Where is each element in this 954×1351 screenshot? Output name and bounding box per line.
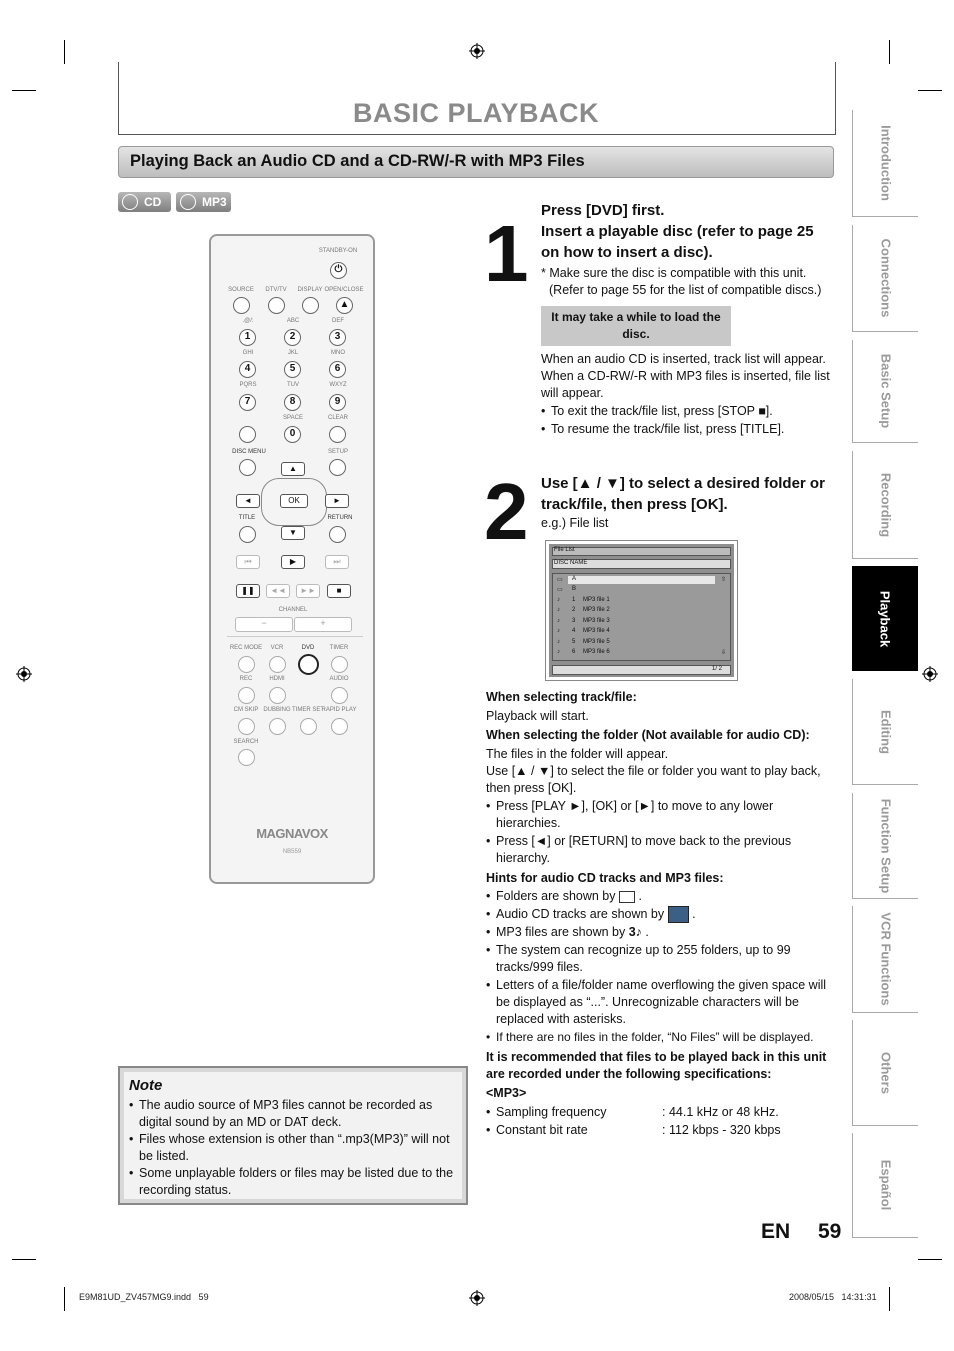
- cd-badge: CD: [118, 192, 171, 212]
- step-2-number: 2: [484, 467, 529, 556]
- step-2: [541, 473, 833, 532]
- pause-icon: ❚❚: [236, 584, 260, 598]
- registration-mark-icon: [922, 666, 938, 682]
- step-1-heading-1: Press [DVD] first.: [541, 202, 665, 219]
- timer-set-button: [300, 718, 317, 735]
- note-item: • The audio source of MP3 files cannot be recorded as digital sound by an MD or DAT deck.: [129, 1097, 461, 1130]
- tab-recording[interactable]: Recording: [852, 451, 918, 559]
- crop-mark: [12, 90, 36, 91]
- mp3-icon: ♪: [557, 639, 560, 645]
- file-list-row-num: 4: [572, 628, 576, 634]
- rapid-play-button: [331, 718, 348, 735]
- file-list-row[interactable]: MP3 file 3: [583, 618, 610, 624]
- mp3-icon: ♪: [557, 628, 560, 634]
- file-list-row[interactable]: A: [572, 576, 577, 582]
- note-item: • Some unplayable folders or files may be listed due to the recording status.: [129, 1165, 461, 1198]
- step-1-heading-2: Insert a playable disc (refer to page 25 on how to insert a disc).: [541, 223, 814, 261]
- play-icon: ▶: [281, 555, 305, 569]
- num-4-button: 4: [239, 361, 256, 378]
- cd-track-icon: [668, 906, 689, 923]
- section-title: Playing Back an Audio CD and a CD-RW/-R with MP3 Files: [130, 152, 585, 170]
- file-list-screen: [545, 540, 738, 681]
- page-indicator: 1/ 2: [712, 666, 723, 672]
- tab-vcr-functions[interactable]: VCR Functions: [852, 906, 918, 1013]
- step-1-note-1: * Make sure the disc is compatible with this unit.: [541, 266, 807, 280]
- loading-notice: It may take a while to load the disc.: [541, 306, 731, 346]
- file-list-row-num: 1: [572, 597, 576, 603]
- timer-button: [331, 656, 348, 673]
- source-button: [233, 297, 250, 314]
- ok-button: OK: [280, 494, 308, 508]
- step-1: [541, 200, 831, 299]
- left-arrow-icon: ◄: [236, 494, 260, 508]
- crop-mark: [12, 1259, 36, 1260]
- registration-mark-icon: [16, 666, 32, 682]
- return-button: [329, 526, 346, 543]
- file-info: E9M81UD_ZV457MG9.indd 59: [79, 1292, 209, 1302]
- file-list-row[interactable]: MP3 file 2: [583, 607, 610, 613]
- clear-button: [329, 426, 346, 443]
- scroll-up-icon: ⇧: [721, 577, 727, 583]
- vcr-button: [269, 656, 286, 673]
- crop-mark: [918, 1259, 942, 1260]
- registration-mark-icon: [469, 43, 485, 59]
- file-list-row-num: 2: [572, 607, 576, 613]
- tab-editing[interactable]: Editing: [852, 679, 918, 785]
- note-item: • Files whose extension is other than “.mp3(MP3)” will not be listed.: [129, 1131, 461, 1164]
- details: When selecting track/file: Playback will start. When selecting the folder (Not available for audio CD): The files in the folder will appear. Use [▲ / ▼] to select the file or folder you want to play back, then press [OK]. • Press [PLAY ►], [OK] or [►] to move to any lower hierarchies. • Press [◄] or [RETURN] to move back to the previous hierarchy. Hints for audio CD tracks and MP3 files: • Folders are shown by . • Audio CD tracks are shown by . • MP3 files are shown by 3♪ . • The system can recognize up to 255 folders, up to 99 tracks/999 files. • Letters of a file/folder name overflowing the given space will be displayed as “...”. Unrecognizable characters will be replaced with asterisks. • If there are no files in the folder, “No Files” will be displayed. It is recommended that files to be played back in this unit are recorded under the following specifications: <MP3> • Sampling frequency : 44.1 kHz or 48 kHz. • Constant bit rate : 112 kbps - 320 kbps: [486, 689, 838, 1140]
- divider: [227, 636, 363, 637]
- file-list-row[interactable]: B: [572, 586, 577, 592]
- remote-control: STANDBY-ON ⏻ SOURCE DTV/TV DISPLAY OPEN/CLOSE ▲ .@/: ABC DEF 1 2 3 GHI JKL MNO 4 5 6 PQRS TUV WXYZ 7 8 9 SPACE CLEAR 0 DISC MENU SETUP ▲ ◄ OK ► ▼ TITLE RETURN ⏮ ▶ ⏭ ❚❚ ◄◄ ►► ■ CHANNEL − + REC MODE VCR DVD TIMER REC HDMI AUDIO CM SKIP DUBBING TIMER SET RAPID PLAY SEARCH MAGNAVOX NB559: [209, 234, 375, 884]
- num-0-button: 0: [284, 426, 301, 443]
- tab-introduction[interactable]: Introduction: [852, 110, 918, 217]
- dtv-tv-button: [268, 297, 285, 314]
- spec-row: • Sampling frequency : 44.1 kHz or 48 kHz.: [486, 1104, 838, 1122]
- open-close-button: ▲: [336, 297, 353, 314]
- num-8-button: 8: [284, 394, 301, 411]
- model-number: NB559: [282, 849, 302, 855]
- dvd-button: [298, 654, 319, 675]
- mp3-icon: ♪: [557, 618, 560, 624]
- step-2-example: e.g.) File list: [541, 516, 609, 530]
- note-box: [118, 1066, 468, 1205]
- rewind-icon: ◄◄: [266, 584, 290, 598]
- tab-playback[interactable]: Playback: [852, 566, 918, 671]
- tab-others[interactable]: Others: [852, 1020, 918, 1126]
- disc-icon: [180, 194, 196, 210]
- page-number: 59: [818, 1220, 842, 1243]
- right-arrow-icon: ►: [325, 494, 349, 508]
- hdmi-button: [269, 687, 286, 704]
- num-9-button: 9: [329, 394, 346, 411]
- disc-name: DISC NAME: [554, 560, 588, 566]
- disc-menu-button: [239, 459, 256, 476]
- power-button: ⏻: [330, 262, 347, 279]
- tab-function-setup[interactable]: Function Setup: [852, 793, 918, 899]
- stop-icon: ■: [327, 584, 351, 598]
- num-1-button: 1: [239, 329, 256, 346]
- crop-mark: [64, 40, 65, 64]
- selected-row-highlight: [568, 576, 715, 584]
- display-button: [302, 297, 319, 314]
- spec-row: • Constant bit rate : 112 kbps - 320 kbps: [486, 1122, 838, 1140]
- tab-espanol[interactable]: Español: [852, 1133, 918, 1238]
- num-6-button: 6: [329, 361, 346, 378]
- folder-icon: ▭: [557, 587, 563, 593]
- tab-basic-setup[interactable]: Basic Setup: [852, 340, 918, 443]
- file-list-row[interactable]: MP3 file 5: [583, 639, 610, 645]
- skip-forward-icon: ⏭: [325, 555, 349, 569]
- setup-button: [329, 459, 346, 476]
- num-5-button: 5: [284, 361, 301, 378]
- file-list-row-num: 5: [572, 639, 576, 645]
- file-list-row[interactable]: MP3 file 4: [583, 628, 610, 634]
- file-list-row[interactable]: MP3 file 1: [583, 597, 610, 603]
- dubbing-button: [269, 718, 286, 735]
- print-date: 2008/05/15 14:31:31: [789, 1292, 877, 1302]
- cm-skip-button: [238, 718, 255, 735]
- title-button: [239, 526, 256, 543]
- scroll-down-icon: ⇩: [721, 650, 727, 656]
- folder-icon: ▭: [557, 577, 563, 583]
- note-title: Note: [129, 1077, 163, 1094]
- audio-button: [331, 687, 348, 704]
- file-list-row-num: 3: [572, 618, 576, 624]
- crop-mark: [64, 1287, 65, 1311]
- tab-connections[interactable]: Connections: [852, 225, 918, 332]
- step-2-heading: Use [▲ / ▼] to select a desired folder or track/file, then press [OK].: [541, 475, 825, 513]
- language-label: EN: [761, 1220, 791, 1243]
- channel-up-button: +: [294, 617, 352, 632]
- down-arrow-icon: ▼: [281, 526, 305, 540]
- dot-button: [239, 426, 256, 443]
- crop-mark: [889, 1287, 890, 1311]
- crop-mark: [889, 40, 890, 64]
- search-button: [238, 749, 255, 766]
- num-2-button: 2: [284, 329, 301, 346]
- crop-mark: [918, 90, 942, 91]
- channel-down-button: −: [235, 617, 293, 632]
- num-3-button: 3: [329, 329, 346, 346]
- skip-back-icon: ⏮: [236, 555, 260, 569]
- mp3-icon: ♪: [557, 607, 560, 613]
- step-1-details: When an audio CD is inserted, track list will appear. When a CD-RW/-R with MP3 files is inserted, file list will appear. • To exit the track/file list, press [STOP ■]. • To resume the track/file list, press [TITLE].: [541, 351, 833, 438]
- file-list-row[interactable]: MP3 file 6: [583, 649, 610, 655]
- mp3-icon: ♪: [557, 597, 560, 603]
- disc-icon: [122, 194, 138, 210]
- folder-icon: [619, 891, 635, 903]
- brand-logo: MAGNAVOX: [256, 826, 328, 841]
- rec-button: [238, 687, 255, 704]
- step-1-note-2: (Refer to page 55 for the list of compatible discs.): [549, 283, 822, 297]
- file-list-title: File List: [554, 547, 575, 553]
- file-list-row-num: 6: [572, 649, 576, 655]
- step-1-number: 1: [484, 209, 529, 298]
- up-arrow-icon: ▲: [281, 462, 305, 476]
- rec-mode-button: [238, 656, 255, 673]
- page-title: BASIC PLAYBACK: [352, 98, 600, 128]
- fast-forward-icon: ►►: [296, 584, 320, 598]
- mp3-note-icon: 3♪: [628, 925, 642, 940]
- mp3-badge: MP3: [176, 192, 231, 212]
- mp3-icon: ♪: [557, 649, 560, 655]
- num-7-button: 7: [239, 394, 256, 411]
- registration-mark-icon: [469, 1290, 485, 1306]
